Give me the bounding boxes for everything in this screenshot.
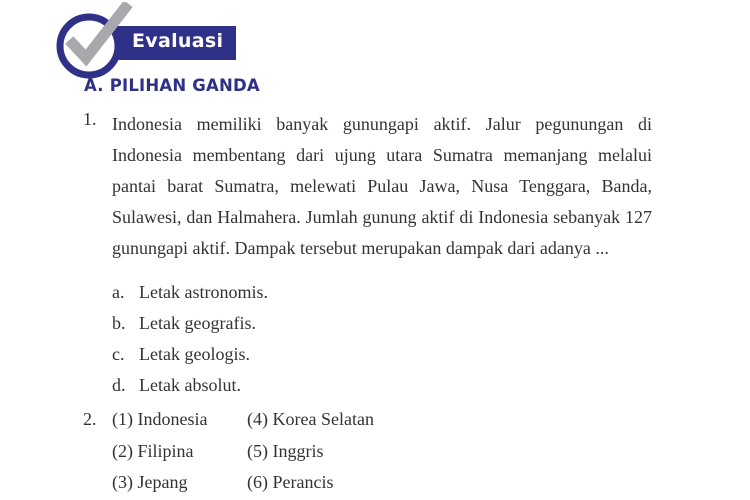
option-text: Letak geografis. <box>139 313 256 333</box>
checkmark-circle-icon <box>53 2 135 82</box>
option-text: Letak geologis. <box>139 344 250 364</box>
option-letter: a. <box>112 282 125 302</box>
section-title: A. PILIHAN GANDA <box>84 76 260 95</box>
option-letter: b. <box>112 313 126 333</box>
question-1-number: 1. <box>83 109 97 129</box>
question-2-item-4: (4) Korea Selatan <box>247 409 374 429</box>
question-1-option-d <box>112 375 241 396</box>
question-2-item-1: (1) Indonesia <box>112 409 208 429</box>
question-1-option-b <box>112 313 256 334</box>
option-letter: d. <box>112 375 126 395</box>
question-2-item-2: (2) Filipina <box>112 441 194 461</box>
question-2-number: 2. <box>83 409 97 429</box>
question-1-option-a <box>112 282 268 303</box>
question-2-item-5: (5) Inggris <box>247 441 324 461</box>
question-1-text: Indonesia memiliki banyak gunungapi aktif. Jalur pegunungan di Indonesia membentang dari ujung utara Sumatra memanjang melalui pantai barat Sumatra, melewati Pulau Jawa, Nusa Tenggara, Banda, Sulawesi, dan Halmahera. Jumlah gunung aktif di Indonesia sebanyak 127 gunungapi aktif. Dampak tersebut merupakan dampak dari adanya ... <box>112 114 652 258</box>
option-letter: c. <box>112 344 125 364</box>
option-text: Letak astronomis. <box>139 282 268 302</box>
evaluasi-label: Evaluasi <box>132 30 224 52</box>
option-text: Letak absolut. <box>139 375 241 395</box>
question-2-item-6: (6) Perancis <box>247 472 334 492</box>
question-2-item-3: (3) Jepang <box>112 472 188 492</box>
question-1-option-c <box>112 344 250 365</box>
